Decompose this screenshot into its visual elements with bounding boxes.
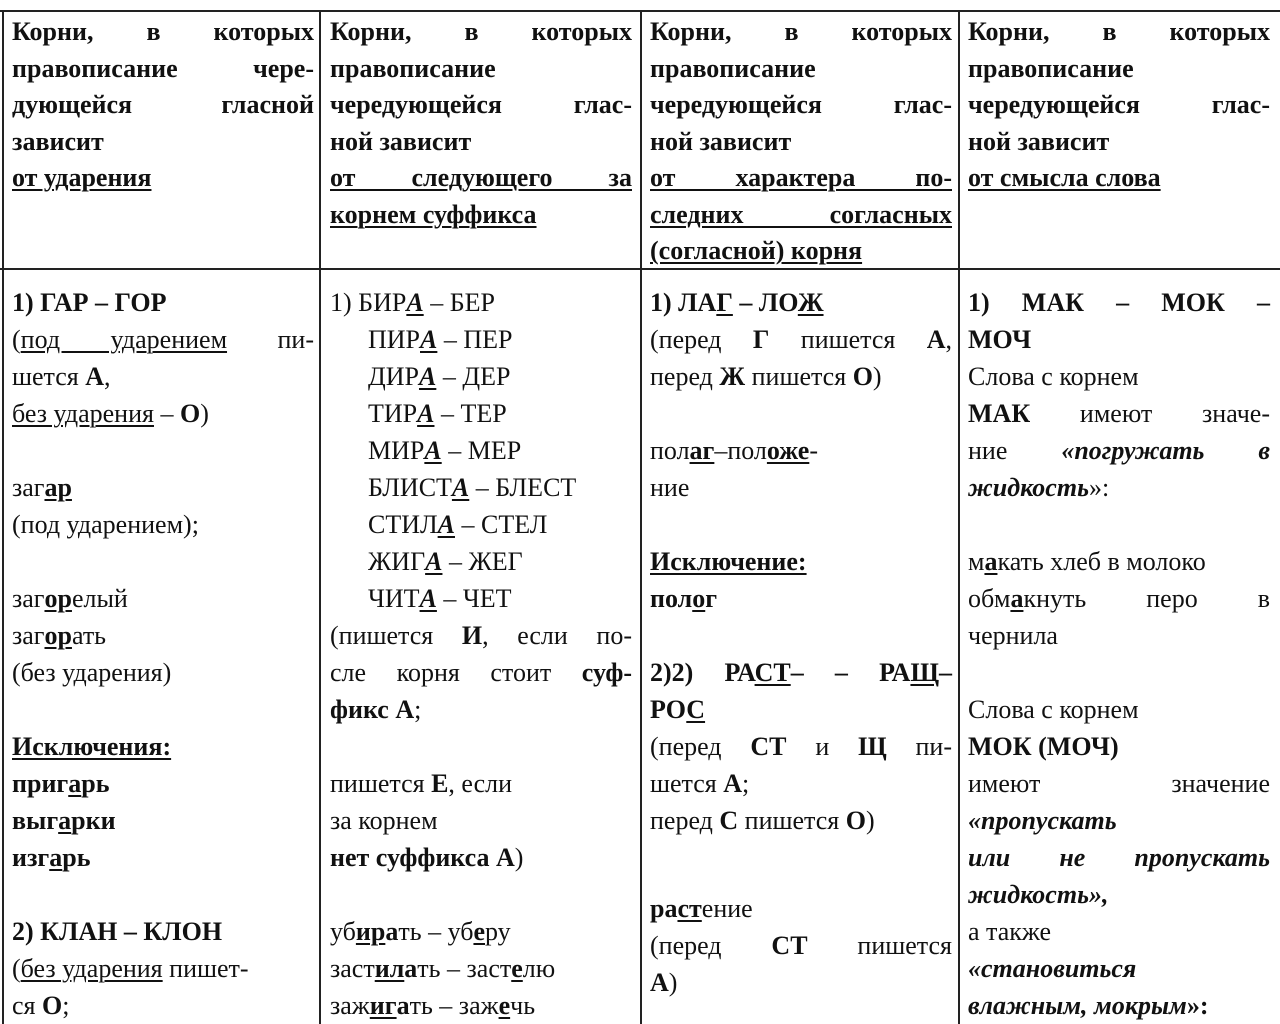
header-line: чередующейся глас- (330, 90, 632, 119)
table-border-left (2, 10, 4, 1024)
header-emphasis: (согласной) корня (650, 236, 863, 265)
col-1-body (12, 284, 314, 1024)
rule-note: перед Ж пишется О) (650, 362, 882, 391)
header-col-3 (650, 14, 952, 270)
meaning-text: жидкость», (968, 880, 1109, 909)
rule-title-cont: МОЧ (968, 325, 1032, 354)
rule-note: (без ударения пишет- (12, 954, 249, 983)
meaning-text: а также (968, 917, 1052, 946)
header-line: правописание чере- (12, 53, 314, 83)
example-pair: зажигать – зажечь (330, 991, 536, 1020)
header-line: чередующейся глас- (968, 90, 1270, 119)
rule-note: фикс А; (330, 695, 422, 724)
example-word: растение (650, 894, 753, 923)
meaning-text: влажным, мокрым»: (968, 991, 1209, 1020)
header-line: ной зависит (968, 126, 1110, 156)
root-pair: ЧИТА – ЧЕТ (368, 584, 512, 613)
example-note: (без ударения) (12, 658, 172, 687)
header-emphasis: от следующего за (330, 163, 632, 192)
rule-title: 1) ЛАГ – ЛОЖ (650, 288, 824, 317)
exception-word: пригарь (12, 769, 110, 798)
example-note: (перед СТ пишется (650, 931, 952, 960)
header-col-2 (330, 14, 632, 233)
column-divider-1 (319, 10, 321, 1024)
exception-word: выгарки (12, 806, 116, 835)
rule-note: перед С пишется О) (650, 806, 875, 835)
root-pair: СТИЛА – СТЕЛ (368, 510, 548, 539)
meaning-text: Слова с корнем (968, 695, 1139, 724)
header-line: ной зависит (330, 126, 472, 156)
example-note: (под ударением); (12, 510, 199, 539)
example-phrase-cont: чернила (968, 621, 1058, 650)
rule-note: пишется Е, если (330, 769, 513, 798)
root-pair: ПИРА – ПЕР (368, 325, 513, 354)
header-emphasis: корнем суффикса (330, 199, 537, 229)
root-pair: МИРА – МЕР (368, 436, 522, 465)
example-word: загорать (12, 621, 107, 650)
header-line: правописание (330, 53, 496, 83)
example-phrase: обмакнуть перо в (968, 584, 1270, 613)
exception-word: полог (650, 584, 718, 613)
rule-note: шется А, (12, 362, 111, 391)
meaning-text: «пропускать (968, 806, 1117, 835)
meaning-text: МОК (МОЧ) (968, 732, 1119, 761)
meaning-text: или не пропускать (968, 843, 1270, 872)
example-pair: застилать – застелю (330, 954, 556, 983)
rule-note: сле корня стоит суф- (330, 658, 632, 687)
meaning-text: имеют значение (968, 769, 1270, 798)
example-phrase: макать хлеб в молоко (968, 547, 1206, 576)
rule-title-cont: РОС (650, 695, 706, 724)
rule-note: шется А; (650, 769, 750, 798)
table-border-top (0, 10, 1280, 12)
header-emphasis: от смысла слова (968, 163, 1161, 192)
exceptions-title: Исключения: (12, 732, 172, 761)
rule-note: (пишется И, если по- (330, 621, 632, 650)
meaning-text: Слова с корнем (968, 362, 1139, 391)
rule-title: 1) МАК – МОК – (968, 288, 1270, 317)
rule-note: ся О; (12, 991, 70, 1020)
root-pair: БЛИСТА – БЛЕСТ (368, 473, 577, 502)
rule-title: 2)2) РАСТ– – РАЩ– (650, 658, 952, 687)
meaning-text: МАК имеют значе- (968, 399, 1270, 428)
root-pair: ЖИГА – ЖЕГ (368, 547, 523, 576)
example-note: А) (650, 968, 678, 997)
rule-title: 2) КЛАН – КЛОН (12, 917, 223, 946)
example-word: загорелый (12, 584, 128, 613)
exception-word: изгарь (12, 843, 91, 872)
header-line: зависит (12, 126, 104, 156)
header-line: правописание (650, 53, 816, 83)
rule-note: (перед СТ и Щ пи- (650, 732, 952, 761)
example-word: загар (12, 473, 72, 502)
rule-note: (перед Г пишется А, (650, 325, 952, 354)
meaning-text: жидкость»: (968, 473, 1110, 502)
header-divider (0, 268, 1280, 270)
header-line: правописание (968, 53, 1134, 83)
col-2-body (330, 284, 632, 1024)
column-divider-2 (640, 10, 642, 1024)
header-line: Корни, в которых (968, 17, 1270, 46)
example-pair-cont: ние (650, 473, 690, 502)
rule-title: 1) ГАР – ГОР (12, 288, 167, 317)
header-col-4 (968, 14, 1270, 197)
header-line: дующейся гласной (12, 90, 314, 119)
rule-note: за корнем (330, 806, 438, 835)
exception-title: Исключение: (650, 547, 807, 576)
header-emphasis: следних согласных (650, 199, 952, 229)
header-line: Корни, в которых (330, 17, 632, 46)
header-emphasis: от характера по- (650, 163, 952, 192)
example-pair: полаг–положе- (650, 436, 818, 465)
col-4-body (968, 284, 1270, 1024)
root-pair: 1) БИРА – БЕР (330, 288, 495, 317)
column-divider-3 (958, 10, 960, 1024)
rule-note: (под ударением пи- (12, 325, 314, 354)
example-pair: убирать – уберу (330, 917, 511, 946)
rule-note: нет суффикса А) (330, 843, 524, 872)
root-pair: ДИРА – ДЕР (368, 362, 511, 391)
meaning-text: «становиться (968, 954, 1137, 983)
header-line: Корни, в которых (12, 17, 314, 46)
header-line: Корни, в которых (650, 17, 952, 46)
rule-note: без ударения – О) (12, 399, 209, 428)
meaning-text: ние «погружать в (968, 436, 1270, 465)
header-col-1 (12, 14, 314, 197)
header-emphasis: от ударения (12, 163, 152, 192)
header-line: ной зависит (650, 126, 792, 156)
col-3-body (650, 284, 952, 1001)
header-line: чередующейся глас- (650, 90, 952, 119)
root-pair: ТИРА – ТЕР (368, 399, 507, 428)
root-pairs-list (330, 284, 632, 617)
